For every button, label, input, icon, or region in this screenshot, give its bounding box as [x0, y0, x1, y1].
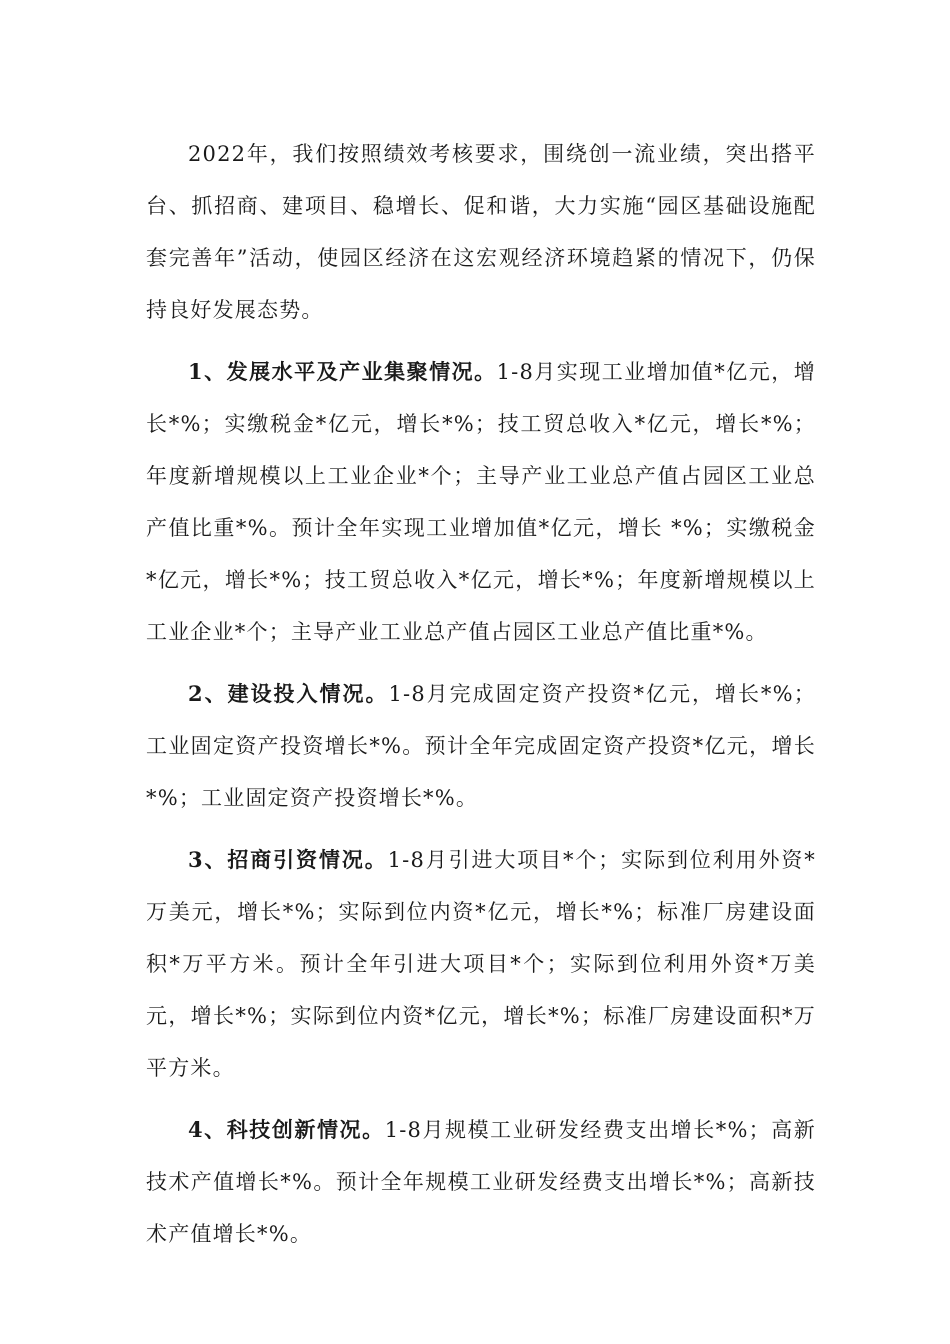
section-paragraph-4 — [146, 1104, 816, 1260]
section-heading-4: 4、科技创新情况。 — [188, 1117, 385, 1142]
section-text-2: 1-8月完成固定资产投资*亿元，增长*%；工业固定资产投资增长*%。预计全年完成固定资产投资*亿元，增长*%；工业固定资产投资增长*%。 — [146, 682, 816, 810]
intro-text: 2022年，我们按照绩效考核要求，围绕创一流业绩，突出搭平台、抓招商、建项目、稳增长、促和谐，大力实施“园区基础设施配套完善年”活动，使园区经济在这宏观经济环境趋紧的情况下，仍保持良好发展态势。 — [146, 142, 816, 322]
section-heading-1: 1、发展水平及产业集聚情况。 — [188, 359, 497, 384]
section-paragraph-1 — [146, 346, 816, 658]
section-heading-2: 2、建设投入情况。 — [188, 681, 389, 706]
section-heading-3: 3、招商引资情况。 — [188, 847, 388, 872]
document-body — [146, 128, 816, 1260]
section-text-4: 1-8月规模工业研发经费支出增长*%；高新技术产值增长*%。预计全年规模工业研发经费支出增长*%；高新技术产值增长*%。 — [146, 1118, 816, 1246]
paragraph-gap — [146, 336, 816, 346]
section-text-3: 1-8月引进大项目*个；实际到位利用外资*万美元，增长*%；实际到位内资*亿元，增长*%；标准厂房建设面积*万平方米。预计全年引进大项目*个；实际到位利用外资*万美元，增长*%；实际到位内资*亿元，增长*%；标准厂房建设面积*万平方米。 — [146, 848, 816, 1080]
intro-paragraph — [146, 128, 816, 336]
paragraph-gap — [146, 658, 816, 668]
paragraph-gap — [146, 824, 816, 834]
section-paragraph-3 — [146, 834, 816, 1094]
paragraph-gap — [146, 1094, 816, 1104]
section-text-1: 1-8月实现工业增加值*亿元，增长*%；实缴税金*亿元，增长*%；技工贸总收入*亿元，增长*%；年度新增规模以上工业企业*个；主导产业工业总产值占园区工业总产值比重*%。预计全年实现工业增加值*亿元，增长 *%；实缴税金*亿元，增长*%；技工贸总收入*亿元，增长*%；年度新增规模以上工业企业*个；主导产业工业总产值占园区工业总产值比重*%。 — [146, 360, 816, 644]
section-paragraph-2 — [146, 668, 816, 824]
